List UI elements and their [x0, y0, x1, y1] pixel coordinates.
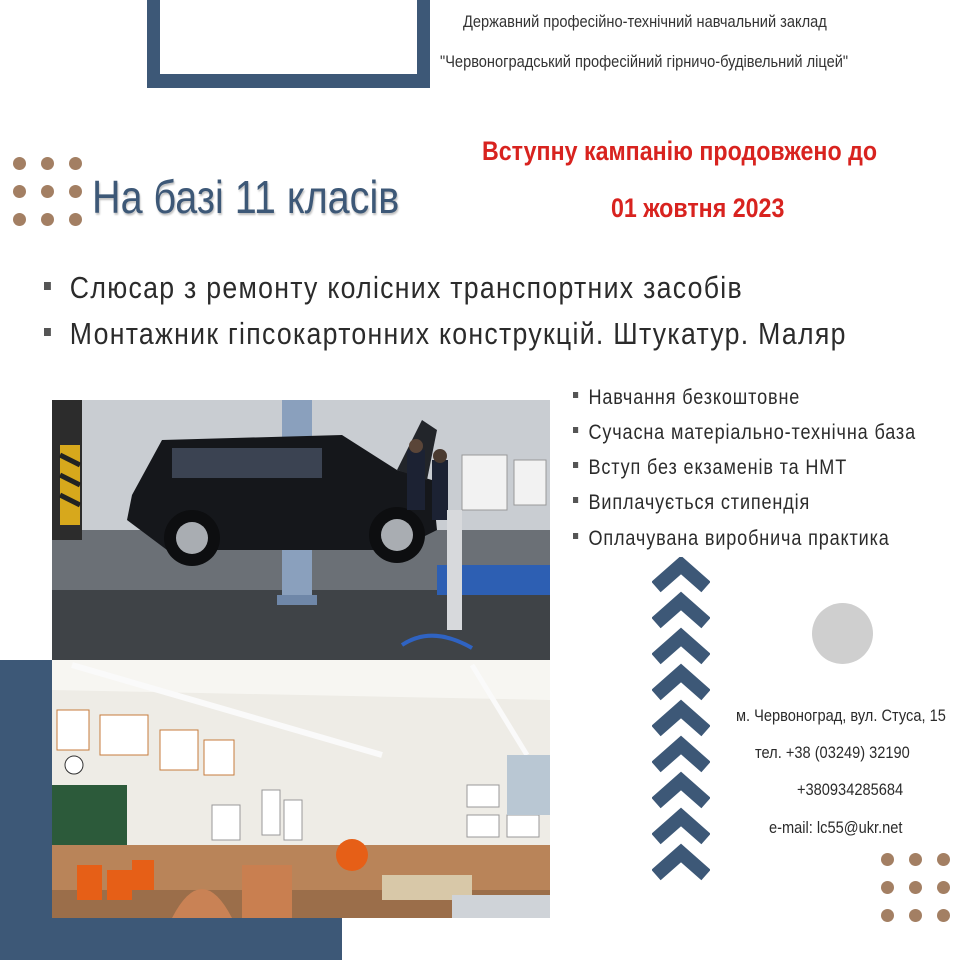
institution-type: Державний професійно-технічний навчальний заклад — [463, 12, 827, 31]
specialty-label: Монтажник гіпсокартонних конструкцій. Штукатур. Маляр — [69, 316, 847, 351]
benefit-item — [573, 527, 890, 551]
bullet-icon — [573, 427, 578, 433]
benefit-item — [573, 386, 800, 410]
specialty-label: Слюсар з ремонту колісних транспортних засобів — [69, 270, 743, 305]
benefit-label: Вступ без екзаменів та НМТ — [588, 456, 848, 479]
contact-address: м. Червоноград, вул. Стуса, 15 — [736, 706, 946, 725]
decorative-circle — [812, 603, 873, 664]
benefit-label: Виплачується стипендія — [588, 491, 811, 514]
benefit-label: Сучасна матеріально-технічна база — [588, 421, 916, 444]
page-title: На базі 11 класів — [92, 171, 400, 223]
classroom-photo — [52, 660, 550, 918]
benefit-item — [573, 456, 847, 480]
specialty-item — [44, 270, 743, 306]
contact-phone: тел. +38 (03249) 32190 — [755, 743, 910, 762]
decorative-dots-left — [13, 157, 82, 226]
bullet-icon — [573, 392, 578, 398]
benefit-item — [573, 491, 810, 515]
decorative-dots-right — [881, 853, 950, 922]
workshop-photo — [52, 400, 550, 660]
bullet-icon — [44, 282, 51, 290]
contact-mobile: +380934285684 — [797, 780, 904, 799]
benefit-label: Навчання безкоштовне — [588, 386, 801, 409]
bullet-icon — [44, 328, 51, 336]
contact-email: e-mail: lc55@ukr.net — [769, 818, 903, 837]
promo-date: 01 жовтня 2023 — [611, 193, 785, 223]
benefit-item — [573, 421, 916, 445]
benefit-label: Оплачувана виробнича практика — [588, 527, 890, 550]
bullet-icon — [573, 497, 578, 503]
chevron-up-icon — [652, 557, 710, 890]
car-lift-illustration — [52, 400, 550, 660]
bullet-icon — [573, 533, 578, 539]
specialty-item — [44, 316, 847, 352]
promo-headline: Вступну кампанію продовжено до — [482, 136, 878, 166]
logo-frame-inner — [160, 0, 417, 74]
classroom-illustration — [52, 660, 550, 918]
institution-name: "Червоноградський професійний гірничо-будівельний ліцей" — [440, 52, 849, 71]
bullet-icon — [573, 462, 578, 468]
